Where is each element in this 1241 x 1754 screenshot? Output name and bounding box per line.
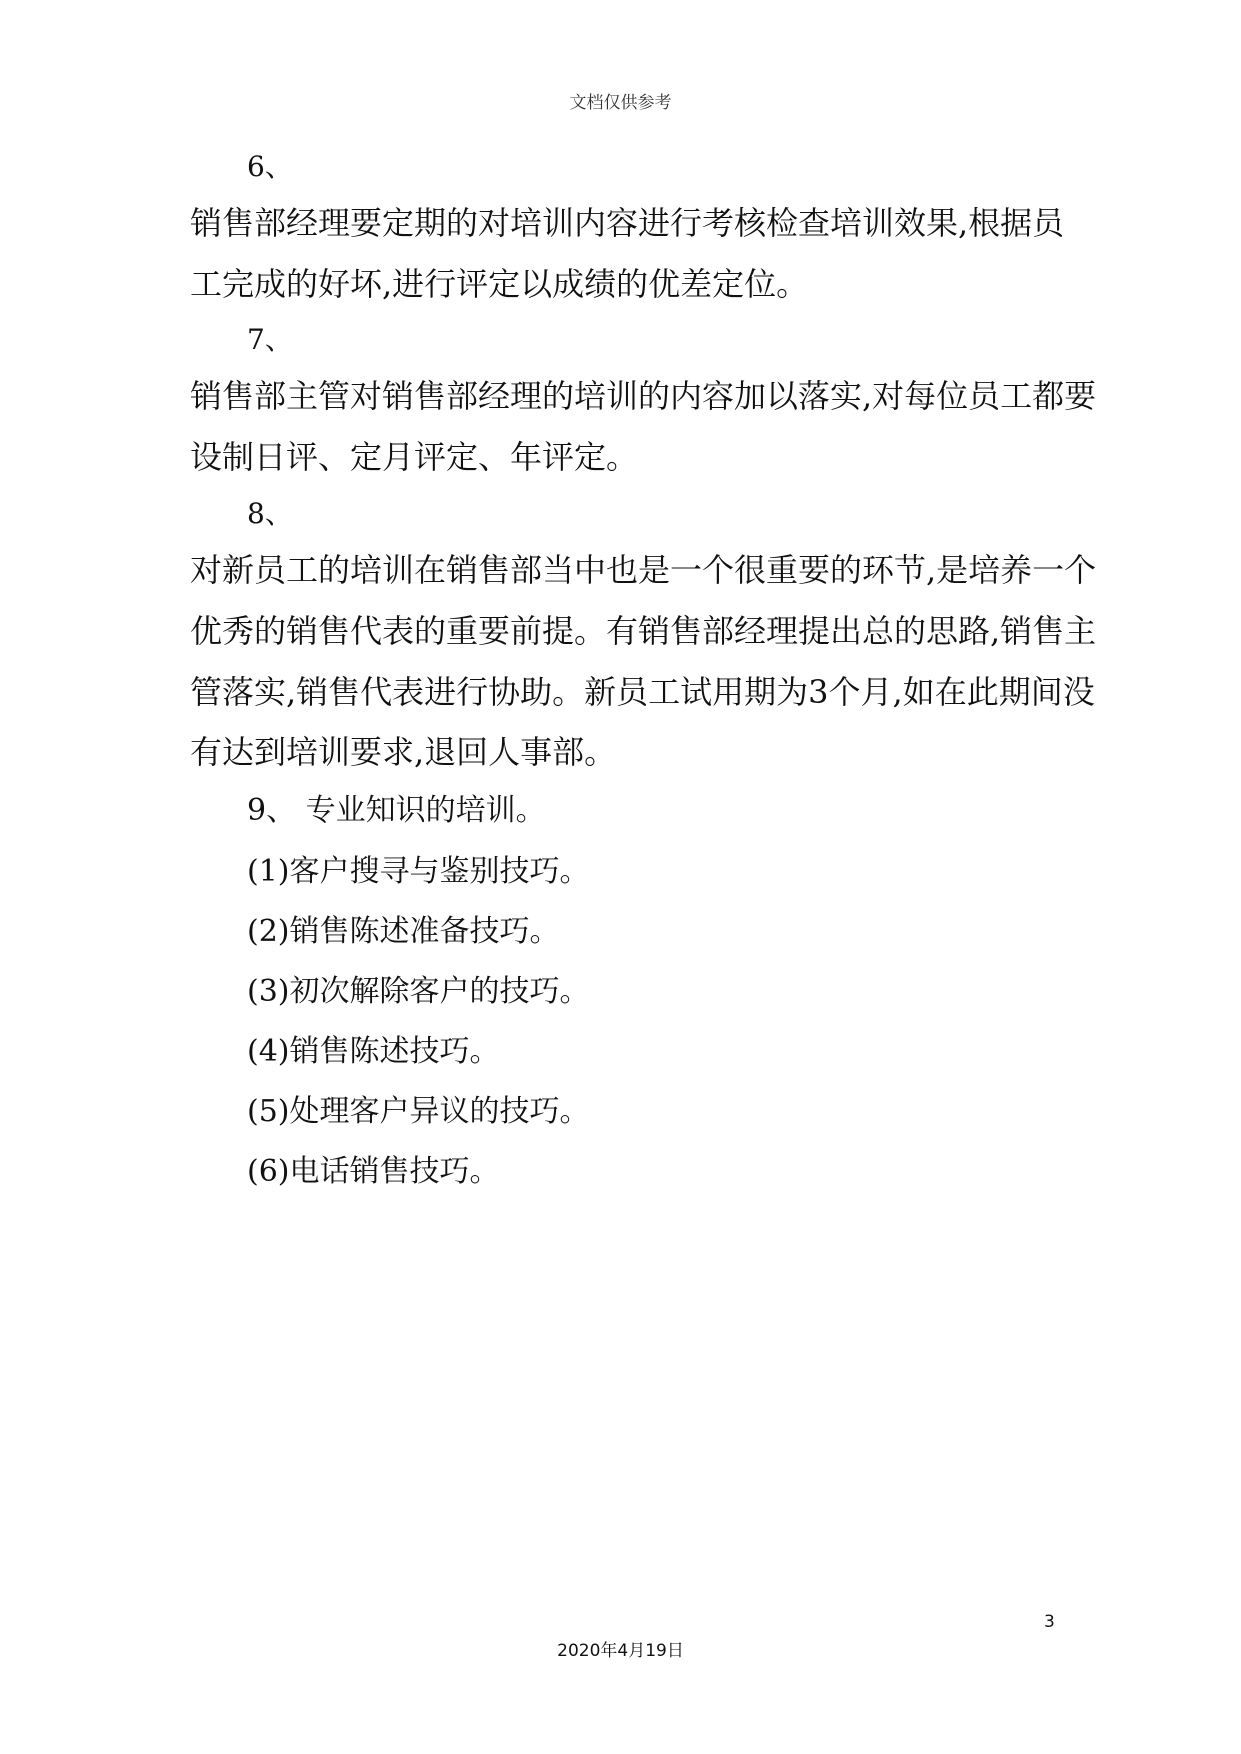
- section-8-line-3: 管落实,销售代表进行协助。新员工试用期为3个月,如在此期间没: [190, 673, 1095, 711]
- page-number: 3: [1044, 1612, 1055, 1632]
- skill-item-6: (6)电话销售技巧。: [247, 1154, 500, 1189]
- section-7-line-1: 销售部主管对销售部经理的培训的内容加以落实,对每位员工都要: [190, 377, 1097, 415]
- section-8-line-4: 有达到培训要求,退回人事部。: [190, 733, 617, 771]
- skill-item-1: (1)客户搜寻与鉴别技巧。: [247, 854, 590, 889]
- section-8-number: 8、: [247, 497, 293, 530]
- section-7-line-2: 设制日评、定月评定、年评定。: [190, 438, 639, 476]
- section-9-heading: 9、 专业知识的培训。: [247, 793, 546, 828]
- skill-item-4: (4)销售陈述技巧。: [247, 1034, 500, 1069]
- skill-item-5: (5)处理客户异议的技巧。: [247, 1094, 590, 1129]
- section-7-number: 7、: [247, 323, 293, 356]
- section-6-line-1: 销售部经理要定期的对培训内容进行考核检查培训效果,根据员: [190, 204, 1065, 242]
- section-6-number: 6、: [247, 150, 293, 183]
- section-8-line-1: 对新员工的培训在销售部当中也是一个很重要的环节,是培养一个: [190, 551, 1097, 589]
- section-6-line-2: 工完成的好坏,进行评定以成绩的优差定位。: [190, 265, 809, 303]
- section-8-line-2: 优秀的销售代表的重要前提。有销售部经理提出总的思路,销售主: [190, 612, 1097, 650]
- footer-date: 2020年4月19日: [557, 1641, 684, 1661]
- page-header: 文档仅供参考: [569, 93, 672, 113]
- skill-item-2: (2)销售陈述准备技巧。: [247, 914, 560, 949]
- skill-item-3: (3)初次解除客户的技巧。: [247, 974, 590, 1009]
